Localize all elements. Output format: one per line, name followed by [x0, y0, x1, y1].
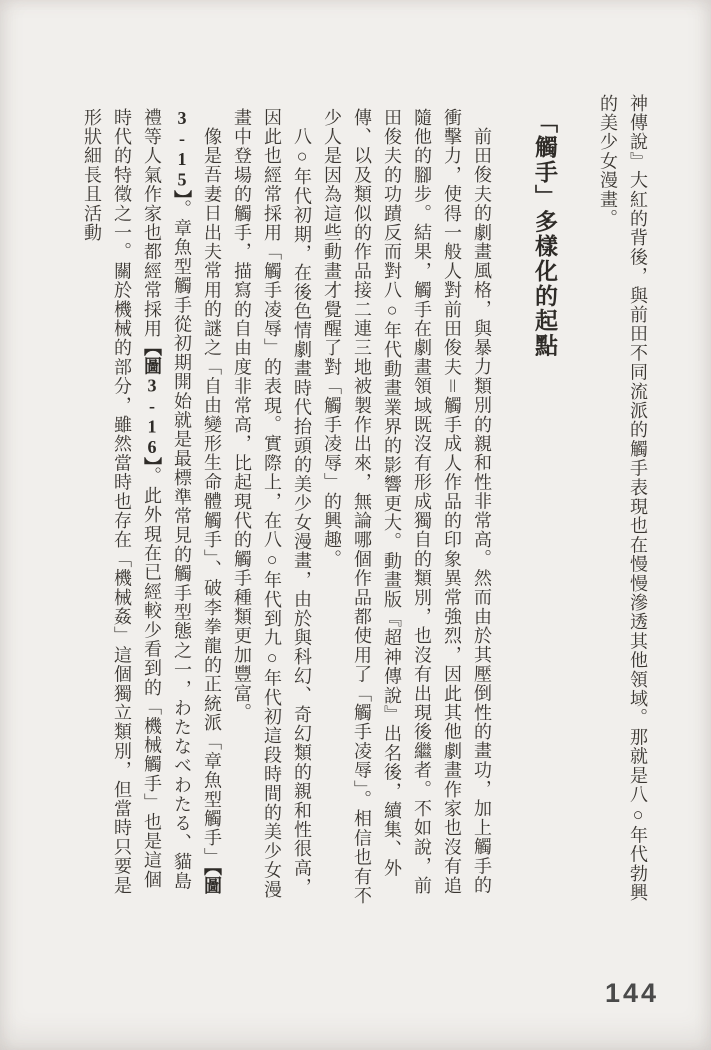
section-heading: 「觸手」多樣化的起點	[532, 110, 557, 358]
intro-paragraph: 神傳說』大紅的背後，與前田不同流派的觸手表現也在慢慢滲透其他領域。那就是八○年代勃興的美少女漫畫。	[598, 94, 648, 903]
body-text	[77, 108, 497, 908]
body-paragraph-3-text-c: 。此外現在已經較少看到的「機械觸手」也是這個時代的特徵之一。關於機械的部分，雖然當時也存在「機械姦」這個獨立類別，但當時只要是形狀細長且活動	[82, 108, 162, 896]
figure-ref-3-16: 【圖3-16】	[142, 338, 162, 467]
body-paragraph-2: 八○年代初期，在後色情劇畫時代抬頭的美少女漫畫，由於與科幻、奇幻類的親和性很高，因此也經常採用「觸手凌辱」的表現。實際上，在八○年代到九○年代初這段時間的美少女漫畫中登場的觸手，描寫的自由度非常高，比起現代的觸手種類更加豐富。	[232, 108, 312, 900]
body-paragraph-1: 前田俊夫的劇畫風格，與暴力類別的親和性非常高。然而由於其壓倒性的畫功，加上觸手的衝擊力，使得一般人對前田俊夫＝觸手成人作品的印象異常強烈，因此其他劇畫作家也沒有追隨他的腳步。結果，觸手在劇畫領域既沒有形成獨自的類別，也沒有出現後繼者。不如說，前田俊夫的功蹟反而對八○年代動畫業界的影響更大。動畫版『超神傳說』出名後，續集、外傳、以及類似的作品接二連三地被製作出來，無論哪個作品都使用了「觸手凌辱」。相信也有不少人是因為這些動畫才覺醒了對「觸手凌辱」的興趣。	[322, 108, 492, 906]
body-paragraph-3-text-b: 。章魚型觸手從初期開始就是最標準常見的觸手型態之一，わたなべわたる、貓島禮等人氣作家也都經常採用	[142, 108, 192, 891]
figure-ref-3-15: 【圖3-15】	[172, 108, 222, 895]
body-paragraph-3	[77, 108, 227, 908]
page-number: 144	[605, 978, 660, 1008]
body-paragraph-3-text-a: 像是吾妻日出夫常用的謎之「自由變形生命體觸手」、破李拳龍的正統派「章魚型觸手」	[202, 127, 222, 867]
